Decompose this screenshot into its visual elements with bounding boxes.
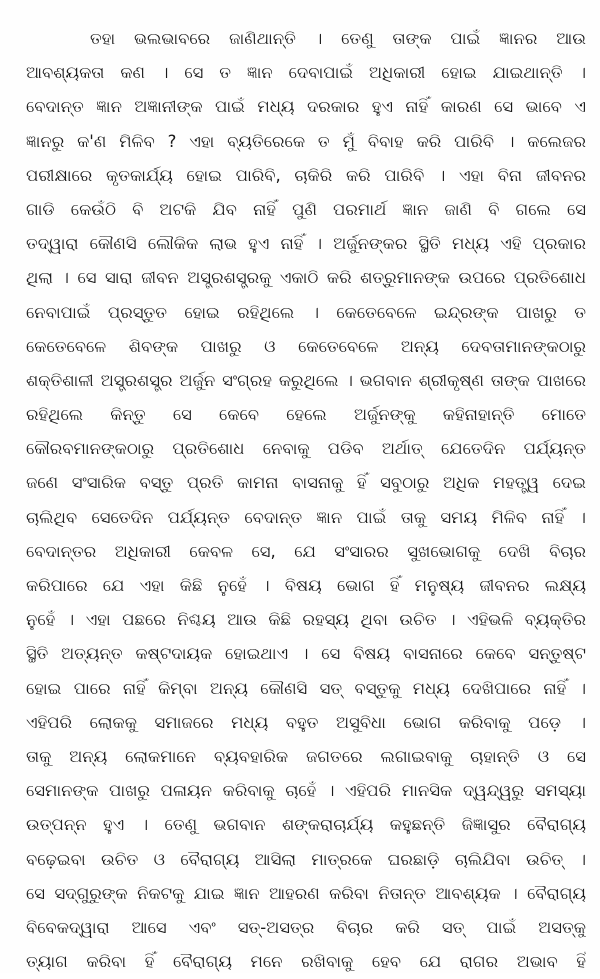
text-line: ତାକୁ ଅନ୍ୟ ଲୋକମାନେ ବ୍ୟବହାରିକ ଜଗତରେ ଲଗାଇବାକୁ ଚାହାନ୍ତି ଓ ସେ [26, 746, 586, 766]
text-line: ବେଦାନ୍ତ ଜ୍ଞାନ ଅଜ୍ଞାନୀଙ୍କ ପାଇଁ ମଧ୍ୟ ଦରକାର ହୁଏ ନାହିଁ କାରଣ ସେ ଭାବେ ଏ [26, 97, 586, 117]
body-text [26, 22, 586, 979]
text-line: ନୁହେଁ । ଏହା ପଛରେ ନିଶ୍ଚୟ ଆଉ କିଛି ରହସ୍ୟ ଥିବା ଉଚିତ । ଏହିଭଳି ବ୍ୟକ୍ତିର [26, 610, 586, 630]
text-line: କୌରବମାନଙ୍କଠାରୁ ପ୍ରତିଶୋଧ ନେବାକୁ ପଡିବ ଅର୍ଥାତ୍ ଯେତେଦିନ ପର୍ଯ୍ୟନ୍ତ [26, 439, 586, 459]
text-line: କରିପାରେ ଯେ ଏହା କିଛି ନୁହେଁ । ବିଷୟ ଭୋଗ ହିଁ ମନୁଷ୍ୟ ଜୀବନର ଲକ୍ଷ୍ୟ [26, 576, 586, 595]
text-line: ଆବଶ୍ୟକତା କଣ । ସେ ତ ଜ୍ଞାନ ଦେବାପାଇଁ ଅଧିକାରୀ ହୋଇ ଯାଇଥାନ୍ତି । [26, 63, 586, 83]
text-line: ଶକ୍ତିଶାଳୀ ଅସ୍ତ୍ରଶସ୍ତ୍ର ଅର୍ଜୁନ ସଂଗ୍ରହ କରୁଥିଲେ । ଭଗବାନ ଶ୍ରୀକୃଷ୍ଣ ତାଙ୍କ ପାଖରେ [26, 370, 586, 390]
text-line: ବଢ଼େଇବା ଉଚିତ ଓ ବୈରାଗ୍ୟ ଆସିଲା ମାତ୍ରକେ ଘରଛାଡ଼ି ଚାଲିଯିବା ଉଚିତ୍ । [26, 849, 586, 869]
text-line: ଥିଲା । ସେ ସାରା ଜୀବନ ଅସ୍ତ୍ରଶସ୍ତ୍ରକୁ ଏକାଠି କରି ଶତ୍ରୁମାନଙ୍କ ଉପରେ ପ୍ରତିଶୋଧ [26, 268, 586, 288]
text-line: ଚାଲିଥିବ ସେତେଦିନ ପର୍ଯ୍ୟନ୍ତ ବେଦାନ୍ତ ଜ୍ଞାନ ପାଇଁ ତାକୁ ସମୟ ମିଳିବ ନାହିଁ । [26, 507, 586, 527]
text-line: ଜଣେ ସଂସାରିକ ବସ୍ତୁ ପ୍ରତି କାମନା ବାସନାକୁ ହିଁ ସବୁଠାରୁ ଅଧିକ ମହତ୍ତ୍ୱ ଦେଇ [26, 473, 586, 493]
text-line: ଉତ୍ପନ୍ନ ହୁଏ । ତେଣୁ ଭଗବାନ ଶଙ୍କରାଚାର୍ଯ୍ୟ କହୁଛନ୍ତି ଜିଜ୍ଞାସୁର ବୈରାଗ୍ୟ [26, 815, 586, 835]
text-line: ବିବେକଦ୍ୱାରା ଆସେ ଏବଂ ସତ୍-ଅସତ୍‌ର ବିଚାର କରି ସତ୍ ପାଇଁ ଅସତ୍‌କୁ [26, 917, 586, 937]
text-line: ସ୍ଥିତି ଅତ୍ୟନ୍ତ କଷ୍ଟଦାୟକ ହୋଇଥାଏ । ସେ ବିଷୟ ବାସନାରେ କେବେ ସନ୍ତୁଷ୍ଟ [26, 644, 586, 664]
text-line: ନେବାପାଇଁ ପ୍ରସ୍ତୁତ ହୋଇ ରହିଥିଲେ । କେତେବେଳେ ଇନ୍ଦ୍ରଙ୍କ ପାଖରୁ ତ [26, 302, 586, 322]
text-line: ତ୍ୟାଗ କରିବା ହିଁ ବୈରାଗ୍ୟ ମନେ ରଖିବାକୁ ହେବ ଯେ ରାଗର ଅଭାବ ହିଁ [26, 952, 586, 972]
text-line: ବେଦାନ୍ତର ଅଧିକାରୀ କେବଳ ସେ, ଯେ ସଂସାରର ସୁଖଭୋଗକୁ ଦେଖି ବିଚାର [26, 541, 586, 561]
text-line: କେତେବେଳେ ଶିବଙ୍କ ପାଖରୁ ଓ କେତେବେଳେ ଅନ୍ୟ ଦେବତାମାନଙ୍କଠାରୁ [26, 336, 586, 356]
text-line: ତଦ୍ୱାରା କୌଣସି ଲୌକିକ ଲାଭ ହୁଏ ନାହିଁ । ଅର୍ଜୁନଙ୍କର ସ୍ଥିତି ମଧ୍ୟ ଏହି ପ୍ରକାର [26, 234, 586, 254]
text-line: ପରୀକ୍ଷାରେ କୃତକାର୍ଯ୍ୟ ହୋଇ ପାରିବି, ଚାକିରି କରି ପାରିବି । ଏହା ବିନା ଜୀବନର [26, 165, 586, 185]
text-line: ଗାଡି କେଉଁଠି ବି ଅଟକି ଯିବ ନାହିଁ ପୁଣି ପରମାର୍ଥ ଜ୍ଞାନ ଜାଣି ବି ଗଲେ ସେ [26, 199, 586, 219]
text-line: ହୋଇ ପାରେ ନାହିଁ କିମ୍ବା ଅନ୍ୟ କୌଣସି ସତ୍ ବସ୍ତୁକୁ ମଧ୍ୟ ଦେଖିପାରେ ନାହିଁ । [26, 678, 586, 698]
text-line: ସେମାନଙ୍କ ପାଖରୁ ପଳାୟନ କରିବାକୁ ଚାହେଁ । ଏହିପରି ମାନସିକ ଦ୍ୱନ୍ଦ୍ୱରୁ ସମସ୍ୟା [26, 781, 586, 801]
text-line: ଏହିପରି ଲୋକକୁ ସମାଜରେ ମଧ୍ୟ ବହୁତ ଅସୁବିଧା ଭୋଗ କରିବାକୁ ପଡ଼େ । [26, 712, 586, 732]
text-line: ତହା ଭଲଭାବରେ ଜାଣିଥାନ୍ତି । ତେଣୁ ତାଙ୍କ ପାଇଁ ଜ୍ଞାନର ଆଉ [90, 29, 586, 48]
text-line: ସେ ସଦ୍‌ଗୁରୁଙ୍କ ନିକଟକୁ ଯାଇ ଜ୍ଞାନ ଆହରଣ କରିବା ନିତାନ୍ତ ଆବଶ୍ୟକ । ବୈରାଗ୍ୟ [26, 883, 586, 903]
text-line: ରହିଥିଲେ କିନ୍ତୁ ସେ କେବେ ହେଲେ ଅର୍ଜୁନଙ୍କୁ କହିନାହାନ୍ତି ମୋତେ [26, 405, 586, 425]
text-line: ଜ୍ଞାନରୁ କ'ଣ ମିଳିବ ? ଏହା ବ୍ୟତିରେକେ ତ ମୁଁ ବିବାହ କରି ପାରିବି । କଲେଜର [26, 131, 586, 151]
